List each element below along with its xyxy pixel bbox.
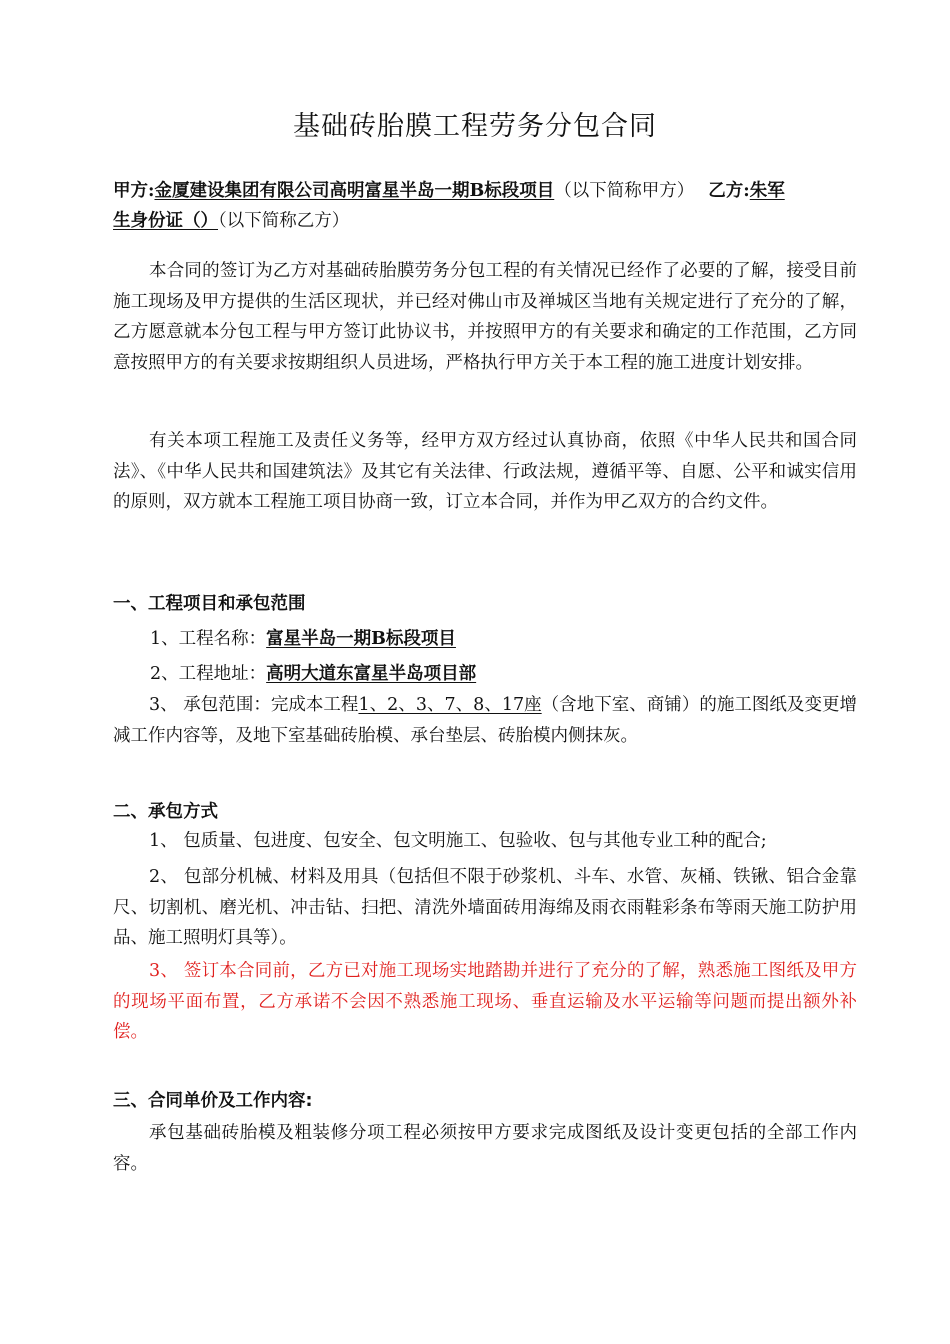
document-title: 基础砖胎膜工程劳务分包合同 <box>293 111 657 142</box>
party-b-suffix: （以下简称乙方） <box>218 211 350 231</box>
party-a-label: 甲方: <box>113 181 155 201</box>
section1-item3 <box>113 690 857 751</box>
item3-blocks: 1、2、3、7、8、17座 <box>358 695 542 715</box>
section1-item1 <box>150 624 456 654</box>
section1-heading: 一、工程项目和承包范围 <box>113 594 306 614</box>
project-address: 高明大道东富星半岛项目部 <box>266 664 477 684</box>
party-b-label: 乙方: <box>708 181 750 201</box>
section2-item1: 1、 包质量、包进度、包安全、包文明施工、包验收、包与其他专业工种的配合; <box>149 831 767 851</box>
item3-rest: （含地下室、商铺）的施工图纸及变更增减工作内容等，及地下室基础砖胎模、承台垫层、砖胎模内侧抹灰。 <box>113 695 857 746</box>
section3-heading: 三、合同单价及工作内容: <box>113 1091 313 1111</box>
item1-label: 1、工程名称： <box>150 629 267 649</box>
item2-label: 2、工程地址： <box>150 664 267 684</box>
party-a-name: 金厦建设集团有限公司高明富星半岛一期B标段项目 <box>154 181 555 201</box>
intro-paragraph-2: 有关本项工程施工及责任义务等，经甲方双方经过认真协商，依照《中华人民共和国合同法》、《中华人民共和国建筑法》及其它有关法律、行政法规，遵循平等、自愿、公平和诚实信用的原则，双方就本工程施工项目协商一致，订立本合同，并作为甲乙双方的合约文件。 <box>113 431 857 512</box>
party-b-name-2: 生身份证（） <box>113 211 218 231</box>
section2-item3: 3、 签订本合同前，乙方已对施工现场实地踏勘并进行了充分的了解，熟悉施工图纸及甲方的现场平面布置，乙方承诺不会因不熟悉施工现场、垂直运输及水平运输等问题而提出额外补偿。 <box>113 961 857 1042</box>
intro-paragraph-1: 本合同的签订为乙方对基础砖胎膜劳务分包工程的有关情况已经作了必要的了解，接受目前施工现场及甲方提供的生活区现状，并已经对佛山市及禅城区当地有关规定进行了充分的了解，乙方愿意就本分包工程与甲方签订此协议书，并按照甲方的有关要求和确定的工作范围，乙方同意按照甲方的有关要求按期组织人员进场，严格执行甲方关于本工程的施工进度计划安排。 <box>113 261 857 373</box>
party-b-name-1: 朱军 <box>749 181 785 201</box>
section2-heading: 二、承包方式 <box>113 802 218 822</box>
section2-item2: 2、 包部分机械、材料及用具（包括但不限于砂浆机、斗车、水管、灰桶、铁锹、铝合金靠尺、切割机、磨光机、冲击钻、扫把、清洗外墙面砖用海绵及雨衣雨鞋彩条布等雨天施工防护用品、施工照明灯具等）。 <box>113 867 857 948</box>
section1-item2 <box>150 659 476 689</box>
party-block <box>113 176 853 236</box>
section3-paragraph: 承包基础砖胎模及粗装修分项工程必须按甲方要求完成图纸及设计变更包括的全部工作内容。 <box>113 1123 857 1174</box>
party-a-suffix: （以下简称甲方） <box>554 181 695 201</box>
project-name: 富星半岛一期B标段项目 <box>266 629 456 649</box>
item3-prefix: 3、 承包范围：完成本工程 <box>149 695 359 715</box>
